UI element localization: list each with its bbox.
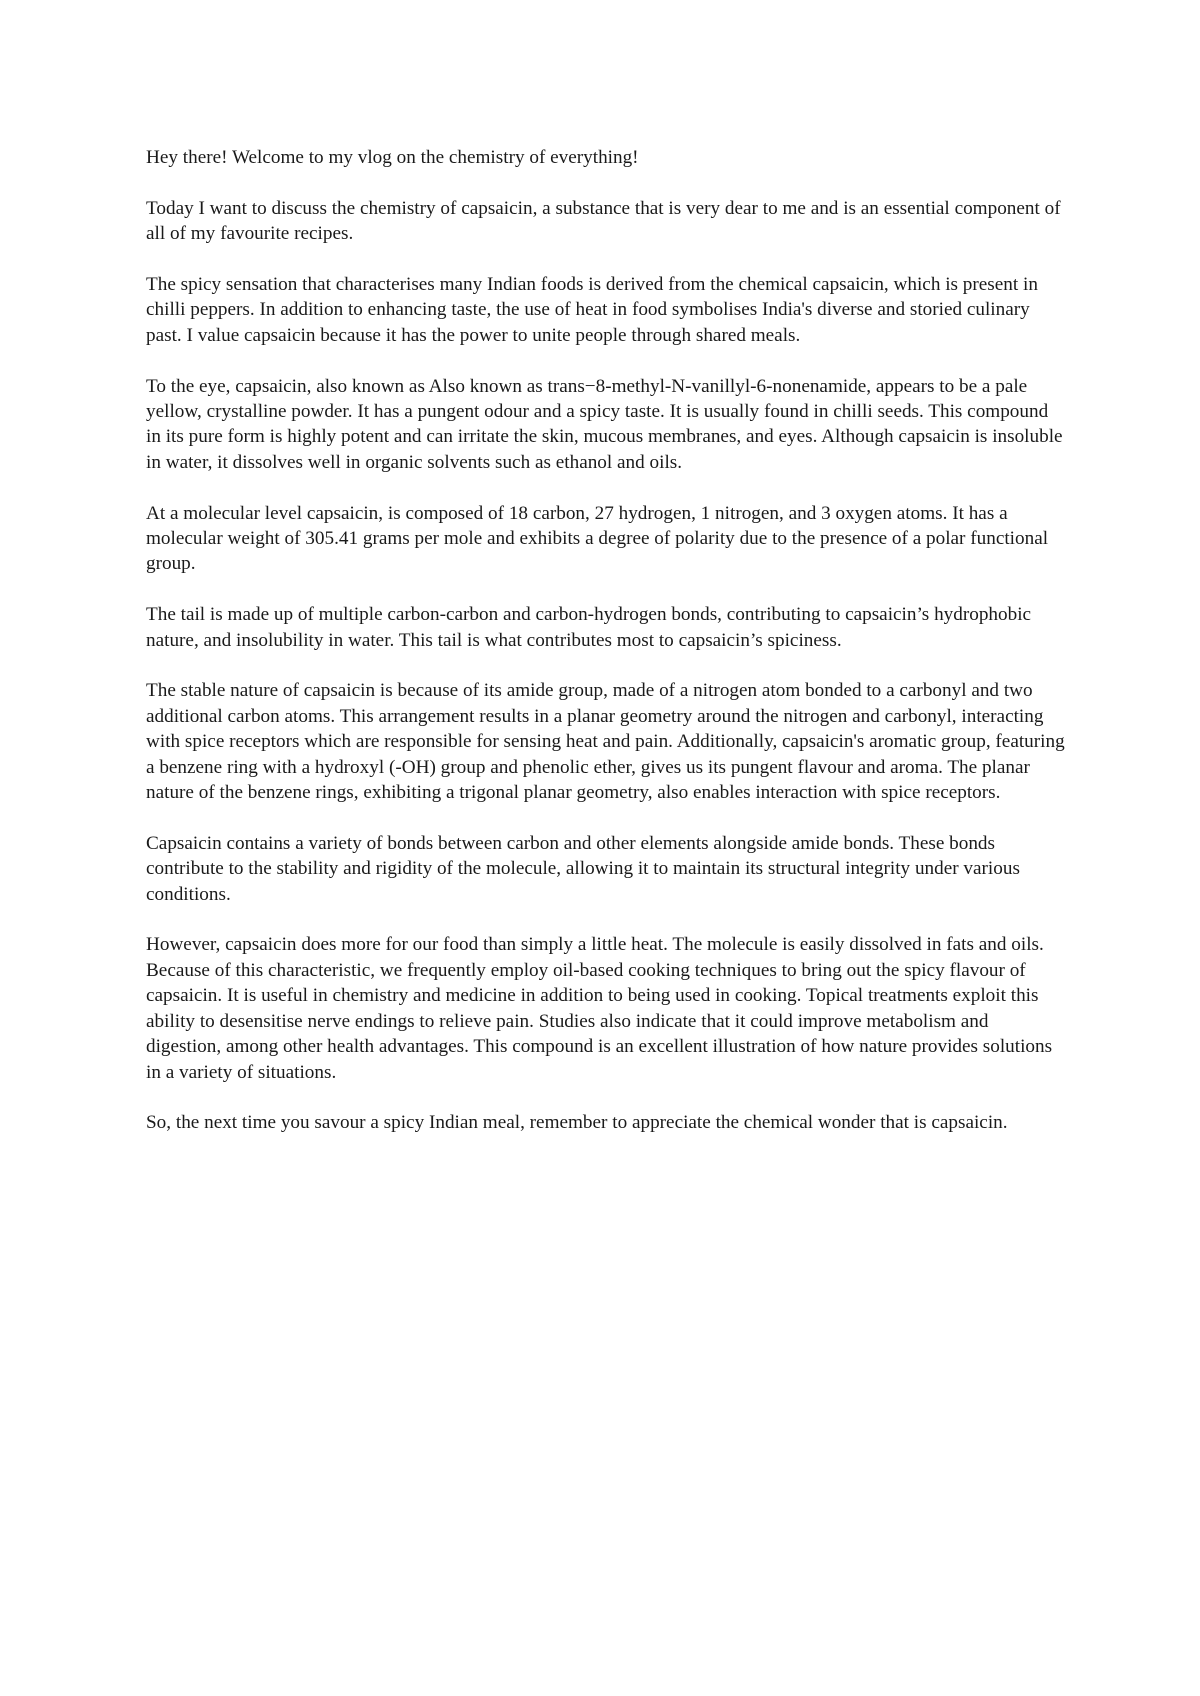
paragraph-appearance: To the eye, capsaicin, also known as Also known as trans−8-methyl-N-vanillyl-6-nonenamide, appears to be a pale yellow, crystalline powder. It has a pungent odour and a spicy taste. It is usually found in chilli seeds. This compound in its pure form is highly potent and can irritate the skin, mucous membranes, and eyes. Although capsaicin is insoluble in water, it dissolves well in organic solvents such as ethanol and oils.: [146, 375, 1063, 473]
paragraph-bonds: Capsaicin contains a variety of bonds between carbon and other elements alongside amide bonds. These bonds contribute to the stability and rigidity of the molecule, allowing it to maintain its structural integrity under various conditions.: [146, 832, 1020, 905]
paragraph-conclusion: So, the next time you savour a spicy Indian meal, remember to appreciate the chemical wonder that is capsaicin.: [146, 1112, 1008, 1134]
paragraph-indian-foods: The spicy sensation that characterises many Indian foods is derived from the chemical capsaicin, which is present in chilli peppers. In addition to enhancing taste, the use of heat in food symbolises India's diverse and storied culinary past. I value capsaicin because it has the power to unite people through shared meals.: [146, 274, 1038, 346]
paragraph-molecular-level: At a molecular level capsaicin, is composed of 18 carbon, 27 hydrogen, 1 nitrogen, and 3 oxygen atoms. It has a molecular weight of 305.41 grams per mole and exhibits a degree of polarity due to the presence of a polar functional group.: [146, 502, 1049, 575]
paragraph-amide-group: The stable nature of capsaicin is because of its amide group, made of a nitrogen atom bonded to a carbonyl and two additional carbon atoms. This arrangement results in a planar geometry around the nitrogen and carbonyl, interacting with spice receptors which are responsible for sensing heat and pain. Additionally, capsaicin's aromatic group, featuring a benzene ring with a hydroxyl (-OH) group and phenolic ether, gives us its pungent flavour and aroma. The planar nature of the benzene rings, exhibiting a trigonal planar geometry, also enables interaction with spice receptors.: [146, 680, 1065, 804]
paragraph-uses: However, capsaicin does more for our food than simply a little heat. The molecule is easily dissolved in fats and oils. Because of this characteristic, we frequently employ oil-based cooking techniques to bring out the spicy flavour of capsaicin. It is useful in chemistry and medicine in addition to being used in cooking. Topical treatments exploit this ability to desensitise nerve endings to relieve pain. Studies also indicate that it could improve metabolism and digestion, among other health advantages. This compound is an excellent illustration of how nature provides solutions in a variety of situations.: [146, 934, 1053, 1083]
document-body: [146, 145, 1066, 1161]
paragraph-tail: The tail is made up of multiple carbon-carbon and carbon-hydrogen bonds, contributing to capsaicin’s hydrophobic nature, and insolubility in water. This tail is what contributes most to capsaicin’s spiciness.: [146, 604, 1032, 651]
paragraph-intro: Today I want to discuss the chemistry of capsaicin, a substance that is very dear to me and is an essential component of all of my favourite recipes.: [146, 197, 1061, 245]
paragraph-greeting: Hey there! Welcome to my vlog on the chemistry of everything!: [146, 147, 639, 168]
